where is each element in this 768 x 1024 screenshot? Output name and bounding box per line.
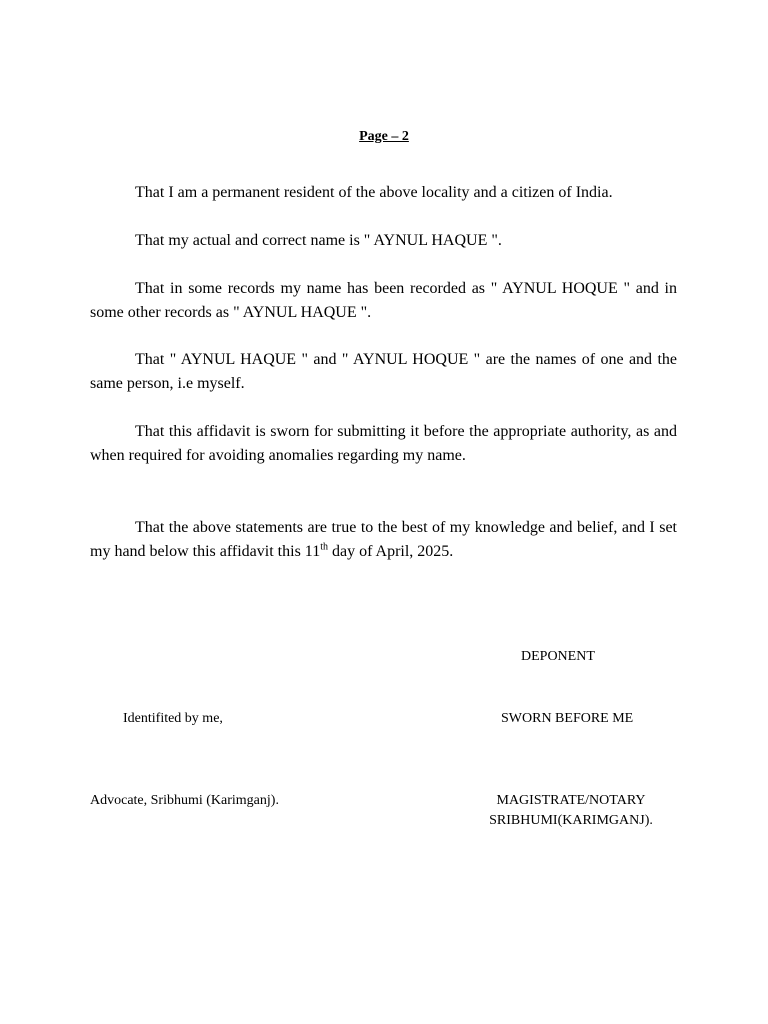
paragraph-recorded-names: That in some records my name has been recorded as " AYNUL HOQUE " and in some other records as " AYNUL HAQUE ". xyxy=(90,280,677,321)
deponent-label: DEPONENT xyxy=(521,649,595,664)
day-suffix: th xyxy=(320,541,328,553)
page-heading: Page – 2 xyxy=(359,129,409,144)
paragraph-declaration xyxy=(90,516,677,564)
declaration-text: That the above statements are true to the best of my knowledge and belief, and I set my hand below this affidavit this 11 xyxy=(90,519,677,560)
magistrate-block xyxy=(456,791,686,831)
magistrate-location: SRIBHUMI(KARIMGANJ). xyxy=(489,813,653,828)
paragraph-correct-name: That my actual and correct name is " AYNUL HAQUE ". xyxy=(135,232,502,249)
advocate-label: Advocate, Sribhumi (Karimganj). xyxy=(90,793,279,808)
declaration-date-text: day of April, 2025. xyxy=(327,543,454,560)
sworn-before-label: SWORN BEFORE ME xyxy=(501,711,634,726)
identified-label: Identifited by me, xyxy=(123,711,223,726)
paragraph-residence: That I am a permanent resident of the above locality and a citizen of India. xyxy=(135,184,613,201)
paragraph-purpose: That this affidavit is sworn for submitting it before the appropriate authority, as and when required for avoiding anomalies regarding my name. xyxy=(90,423,677,464)
paragraph-same-person: That " AYNUL HAQUE " and " AYNUL HOQUE " are the names of one and the same person, i.e myself. xyxy=(90,351,677,392)
magistrate-title: MAGISTRATE/NOTARY xyxy=(496,793,646,808)
